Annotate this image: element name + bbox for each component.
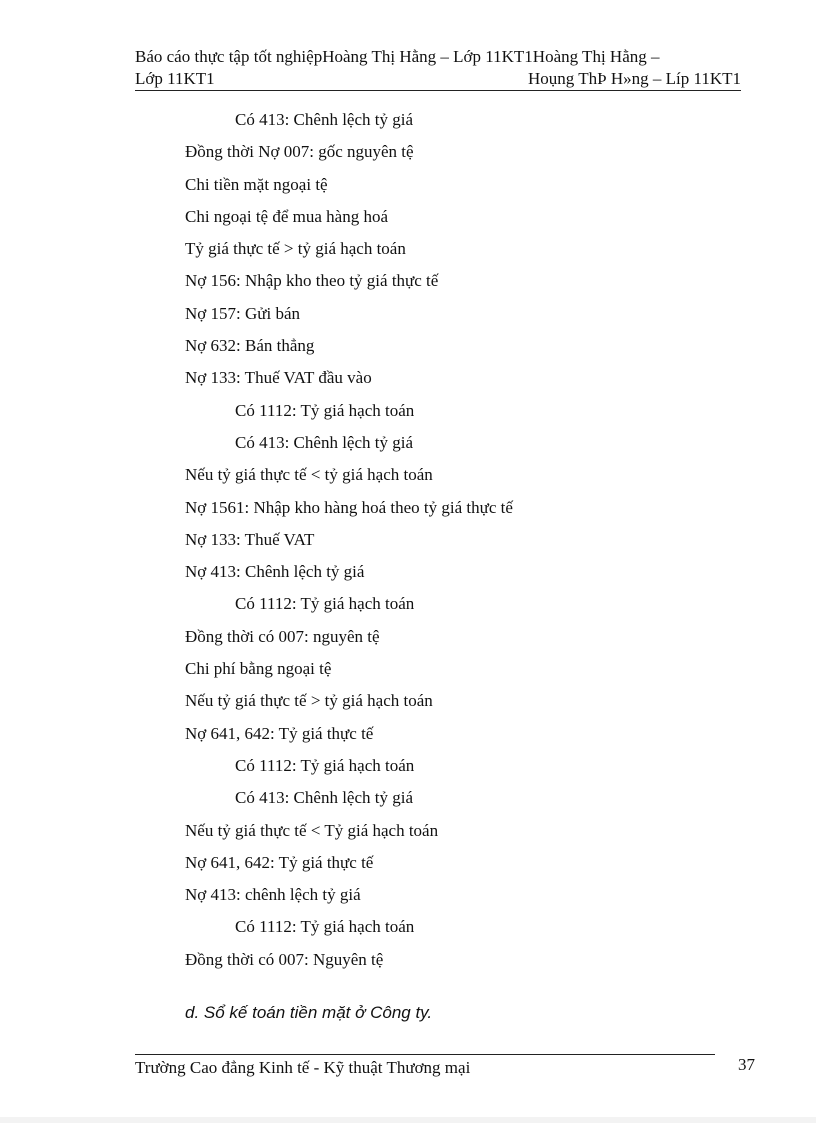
header-divider (135, 90, 741, 91)
entry-line-credit: Có 1112: Tỷ giá hạch toán (235, 917, 415, 937)
header-line-1 (135, 46, 741, 68)
entry-line-credit: Có 1112: Tỷ giá hạch toán (235, 400, 415, 420)
header-line-2 (135, 68, 741, 90)
entry-line: Nợ 133: Thuế VAT đầu vào (185, 368, 372, 388)
entry-line: Nợ 632: Bán thẳng (185, 336, 315, 356)
entry-line: Nợ 157: Gửi bán (185, 303, 300, 323)
entry-line: Nếu tỷ giá thực tế < Tỷ giá hạch toán (185, 820, 439, 840)
section-heading: d. Sổ kế toán tiền mặt ở Công ty. (185, 1003, 433, 1022)
entry-line: Nợ 641, 642: Tỷ giá thực tế (185, 723, 374, 743)
header-garbled-author: Hoụng ThÞ H»ng – Líp 11KT1 (528, 69, 741, 88)
entry-line: Chi phí bằng ngoại tệ (185, 659, 332, 679)
page-bottom-band (0, 1117, 816, 1123)
entry-line: Nợ 1561: Nhập kho hàng hoá theo tỷ giá thực tế (185, 497, 513, 517)
entry-line: Chi tiền mặt ngoại tệ (185, 174, 328, 194)
header-class-label: Lớp 11KT1 (135, 69, 215, 88)
page-number: 37 (738, 1055, 755, 1074)
entry-line: Nợ 413: Chênh lệch tỷ giá (185, 562, 365, 582)
entry-line: Nợ 413: chênh lệch tỷ giá (185, 885, 361, 905)
entry-line: Nợ 641, 642: Tỷ giá thực tế (185, 852, 374, 872)
entry-line: Đồng thời Nợ 007: gốc nguyên tệ (185, 142, 414, 162)
header-title: Báo cáo thực tập tốt nghiệpHoàng Thị Hằng – Lớp 11KT1Hoàng Thị Hằng – (135, 47, 660, 66)
footer-school: Trường Cao đẳng Kinh tế - Kỹ thuật Thương mại (135, 1058, 471, 1077)
entry-line: Nợ 156: Nhập kho theo tỷ giá thực tế (185, 271, 439, 291)
journal-entries (185, 108, 745, 980)
entry-line: Nợ 133: Thuế VAT (185, 529, 315, 549)
footer-divider (135, 1054, 715, 1055)
entry-line: Đồng thời có 007: nguyên tệ (185, 626, 380, 646)
entry-line: Nếu tỷ giá thực tế > tỷ giá hạch toán (185, 691, 433, 711)
page-header (135, 46, 741, 90)
entry-line-credit: Có 413: Chênh lệch tỷ giá (235, 432, 414, 452)
entry-line-credit: Có 1112: Tỷ giá hạch toán (235, 594, 415, 614)
entry-line-credit: Có 413: Chênh lệch tỷ giá (235, 110, 414, 129)
entry-line: Đồng thời có 007: Nguyên tệ (185, 949, 384, 969)
entry-line-credit: Có 413: Chênh lệch tỷ giá (235, 788, 414, 808)
entry-line-credit: Có 1112: Tỷ giá hạch toán (235, 755, 415, 775)
entry-line: Nếu tỷ giá thực tế < tỷ giá hạch toán (185, 465, 433, 485)
entry-line: Chi ngoại tệ để mua hàng hoá (185, 206, 389, 226)
entry-line: Tỷ giá thực tế > tỷ giá hạch toán (185, 239, 406, 259)
